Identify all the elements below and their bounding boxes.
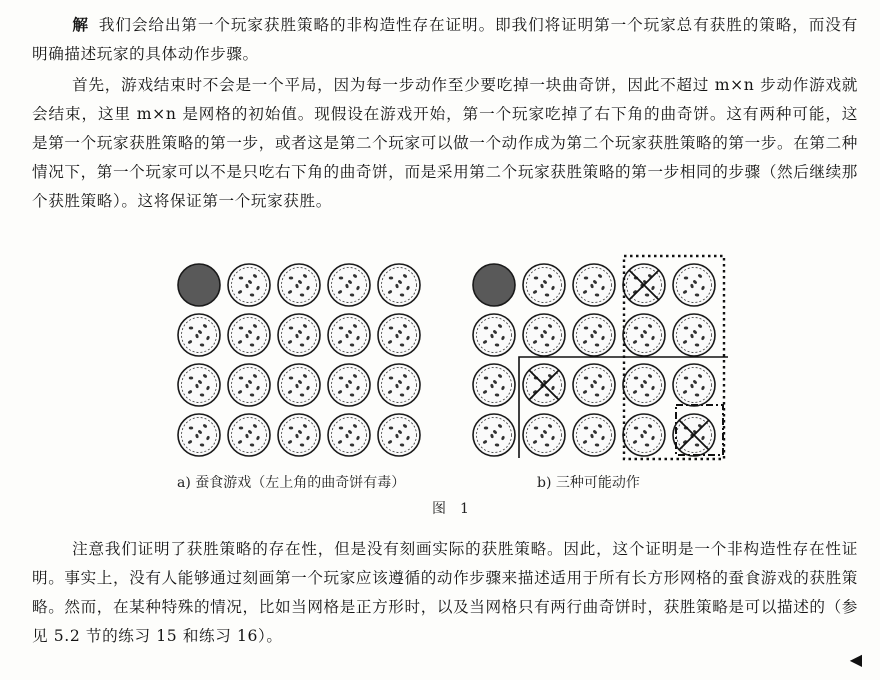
cookie [673,364,715,406]
cookie [473,364,515,406]
cookie [473,314,515,356]
eaten-cookie [673,414,715,456]
cookie [573,364,615,406]
cookie [178,364,220,406]
cookie [228,314,270,356]
poisoned-cookie [473,264,515,306]
poisoned-cookie [178,264,220,306]
solution-text: 我们会给出第一个玩家获胜策略的非构造性存在证明。即我们将证明第一个玩家总有获胜的策略，而没有明确描述玩家的具体动作步骤。 [32,16,858,63]
cookie [673,314,715,356]
cookie [278,364,320,406]
cookie [523,264,565,306]
cookie [573,314,615,356]
cookie [328,264,370,306]
eaten-cookie [523,364,565,406]
grid-b-possible-moves [473,264,715,456]
cookie [328,364,370,406]
solution-label: 解 [72,15,89,34]
cookie [178,414,220,456]
cookie [378,414,420,456]
cookie [473,414,515,456]
grid-a-chomp-game [178,264,420,456]
conclusion-paragraph [32,535,858,651]
cookie [378,364,420,406]
cookie [523,414,565,456]
figure-illustration [0,252,880,524]
cookie [523,314,565,356]
end-of-proof-mark: ◀ [849,650,862,669]
cookie [278,414,320,456]
cookie [673,264,715,306]
cookie [228,264,270,306]
cookie [328,414,370,456]
caption-b: b) 三种可能动作 [537,475,640,491]
cookie [573,264,615,306]
cookie [178,314,220,356]
cookie [278,314,320,356]
proof-paragraph [32,71,858,216]
cookie [573,414,615,456]
caption-a: a) 蚕食游戏（左上角的曲奇饼有毒） [177,475,406,491]
cookie [228,364,270,406]
cookie [378,264,420,306]
cookie [623,414,665,456]
cookie [623,314,665,356]
eaten-cookie [623,264,665,306]
cookie [278,264,320,306]
solution-paragraph [32,10,858,69]
cookie [623,364,665,406]
figure-1 [0,252,880,524]
figure-label: 图 1 [432,501,469,517]
cookie [328,314,370,356]
proof-text: 首先，游戏结束时不会是一个平局，因为每一步动作至少要吃掉一块曲奇饼，因此不超过 m×n 步动作游戏就会结束，这里 m×n 是网格的初始值。现假设在游戏开始，第一个玩家吃掉了右下角的曲奇饼。这有两种可能，这是第一个玩家获胜策略的第一步，或者这是第二个玩家可以做一个动作成为第二个玩家获胜策略的第一步。在第二种情况下，第一个玩家可以不是只吃右下角的曲奇饼，而是采用第二个玩家获胜策略的第一步相同的步骤（然后继续那个获胜策略）。这将保证第一个玩家获胜。 [32,76,858,210]
cookie [378,314,420,356]
cookie [228,414,270,456]
conclusion-text: 注意我们证明了获胜策略的存在性，但是没有刻画实际的获胜策略。因此，这个证明是一个非构造性存在性证明。事实上，没有人能够通过刻画第一个玩家应该遵循的动作步骤来描述适用于所有长方形网格的蚕食游戏的获胜策略。然而，在某种特殊的情况，比如当网格是正方形时，以及当网格只有两行曲奇饼时，获胜策略是可以描述的（参见 5.2 节的练习 15 和练习 16）。 [32,540,858,645]
